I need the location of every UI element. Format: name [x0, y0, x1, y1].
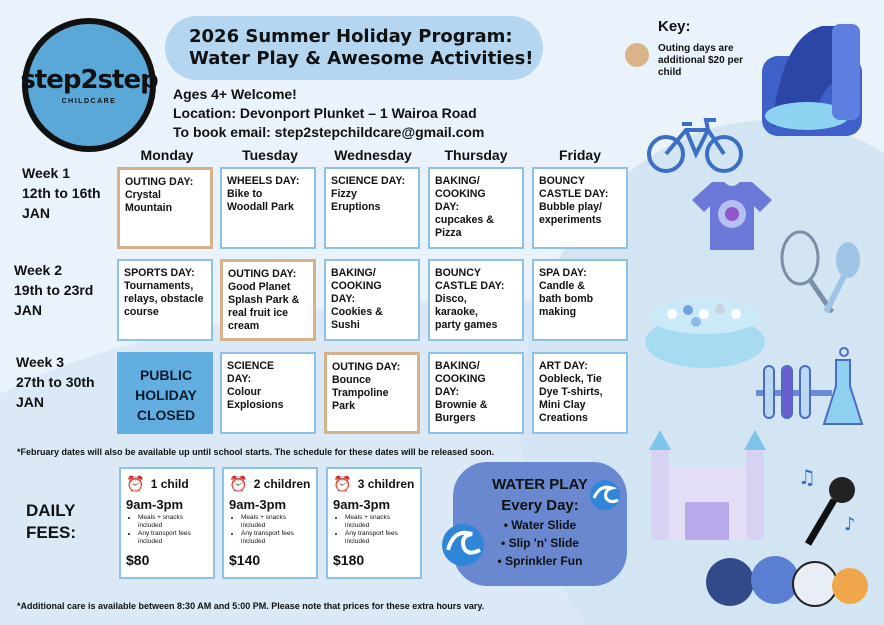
bicycle-icon [646, 116, 746, 176]
activity-cell: WHEELS DAY: Bike to Woodall Park [220, 167, 316, 249]
water-play-item: • Slip 'n' Slide [501, 536, 579, 550]
tie-dye-tshirt-icon [690, 178, 774, 252]
fee-card-1-child: ⏰ 1 child 9am-3pm • Meals + snacks included • Any transport fees included $80 [119, 467, 215, 579]
fee-card-3-children: ⏰ 3 children 9am-3pm • Meals + snacks included • Any transport fees included $180 [326, 467, 422, 579]
clock-icon: ⏰ [333, 476, 352, 493]
week-3-label: Week 3 27th to 30th JAN [16, 354, 95, 410]
location-text: Location: Devonport Plunket – 1 Wairoa Road [173, 105, 477, 121]
sports-balls-icon [700, 546, 870, 616]
microphone-music-icon [796, 462, 866, 554]
wave-splash-icon [588, 478, 622, 512]
water-play-item: • Sprinkler Fun [497, 554, 583, 568]
activity-cell: ART DAY: Oobleck, Tie Dye T-shirts, Mini Clay Creations [532, 352, 628, 434]
title-line-1: 2026 Summer Holiday Program: [189, 26, 513, 47]
clock-icon: ⏰ [229, 476, 248, 493]
water-play-item: • Water Slide [503, 518, 577, 532]
activity-cell: BOUNCY CASTLE DAY: Bubble play/ experiments [532, 167, 628, 249]
test-tubes-icon [752, 346, 864, 430]
week-2-label: Week 2 19th to 23rd JAN [14, 262, 94, 318]
activity-cell: SCIENCE DAY: Colour Explosions [220, 352, 316, 434]
water-play-title: WATER PLAY [492, 476, 588, 493]
fee-price: $180 [333, 552, 365, 568]
logo-title: step2step [20, 65, 158, 95]
activity-cell: BOUNCY CASTLE DAY: Disco, karaoke, party games [428, 259, 524, 341]
key-text: Outing days are additional $20 per child [658, 43, 744, 78]
day-header: Wednesday [334, 147, 412, 163]
february-note: *February dates will also be available up until school starts. The schedule for these dates will be released soon. [17, 447, 495, 457]
whisk-spoon-icon [770, 230, 870, 320]
day-header: Tuesday [242, 147, 298, 163]
svg-text:♪: ♪ [844, 514, 856, 535]
key-title: Key: [658, 18, 691, 35]
booking-text: To book email: step2stepchildcare@gmail.com [173, 124, 485, 140]
day-header: Thursday [444, 147, 508, 163]
activity-cell: BAKING/ COOKING DAY: cupcakes & Pizza [428, 167, 524, 249]
logo [22, 18, 156, 152]
day-header: Friday [558, 147, 601, 163]
ball-pit-icon [642, 292, 768, 370]
clock-icon: ⏰ [126, 476, 145, 493]
fee-card-2-children: ⏰ 2 children 9am-3pm • Meals + snacks included • Any transport fees included $140 [222, 467, 318, 579]
water-slide-icon [752, 16, 870, 144]
svg-text:♫: ♫ [798, 465, 816, 489]
every-day-label: Every Day: [501, 497, 579, 514]
activity-cell: BAKING/ COOKING DAY: Brownie & Burgers [428, 352, 524, 434]
activity-cell: SPORTS DAY: Tournaments, relays, obstacle course [117, 259, 213, 341]
ages-text: Ages 4+ Welcome! [173, 86, 297, 102]
daily-fees-label: DAILY FEES: [26, 501, 77, 542]
activity-cell: SPA DAY: Candle & bath bomb making [532, 259, 628, 341]
outing-key-dot [625, 43, 649, 67]
wave-splash-icon [440, 520, 486, 570]
activity-cell: BAKING/ COOKING DAY: Cookies & Sushi [324, 259, 420, 341]
fee-price: $80 [126, 552, 150, 568]
activity-cell: OUTING DAY: Good Planet Splash Park & real fruit ice cream [220, 259, 316, 341]
activity-cell: SCIENCE DAY: Fizzy Eruptions [324, 167, 420, 249]
day-header: Monday [140, 147, 194, 163]
fee-price: $140 [229, 552, 261, 568]
bouncy-castle-icon [645, 428, 770, 546]
page-title [165, 16, 543, 80]
public-holiday-cell: PUBLIC HOLIDAY CLOSED [117, 352, 213, 434]
additional-care-note: *Additional care is available between 8:30 AM and 5:00 PM. Please note that prices for these extra hours vary. [17, 601, 485, 611]
activity-cell: OUTING DAY: Crystal Mountain [117, 167, 213, 249]
week-1-label: Week 1 12th to 16th JAN [22, 165, 101, 221]
title-line-2: Water Play & Awesome Activities! [189, 48, 534, 69]
logo-subtitle: CHILDCARE [61, 98, 117, 105]
activity-cell: OUTING DAY: Bounce Trampoline Park [324, 352, 420, 434]
